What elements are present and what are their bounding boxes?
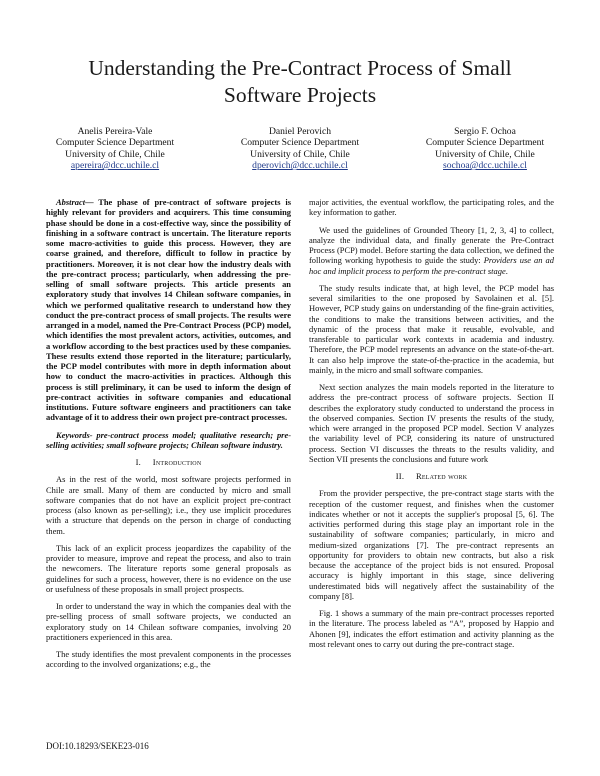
author-name: Anelis Pereira-Vale bbox=[77, 126, 153, 137]
section-title: Related work bbox=[415, 471, 468, 481]
section-heading-related-work bbox=[309, 471, 554, 481]
section-number: II. bbox=[395, 471, 405, 481]
abstract bbox=[46, 197, 291, 423]
section-number: I. bbox=[135, 457, 142, 467]
author-1 bbox=[30, 126, 200, 172]
author-block bbox=[30, 126, 570, 172]
author-email-link[interactable]: apereira@dcc.uchile.cl bbox=[70, 160, 160, 172]
author-affiliation: University of Chile, Chile bbox=[250, 148, 350, 160]
related-work-paragraph-2: Fig. 1 shows a summary of the main pre-contract processes reported in the literature. The process labeled as “A”, proposed by Happio and Ahonen [9], indicates the effort estimation and activity planning as the most relevant ones to carry out during the pre-contract stage. bbox=[309, 608, 554, 649]
author-name: Daniel Perovich bbox=[268, 126, 332, 137]
abstract-body: — The phase of pre-contract of software projects is highly relevant for providers and acquirers. This time consuming phase should be done in a cost-effective way, since the possibility of finishing in a software contract is uncertain. The literature reports some macro-activities to guide this process. However, they are coarse grained, and therefore, difficult to follow in practice by practitioners. Moreover, it is not clear how the industry deals with the pre-contract process; particularly, when addressing the pre-selling of small software projects. This article presents an exploratory study that involves 14 Chilean software companies, in which we performed qualitative research to understand how they conduct the pre-contract process of small projects. The results were arranged in a model, named the Pre-Contract Process (PCP) model, which identifies the most prevalent actors, activities, outcomes, and a workflow according to the best practices used by these companies. These results extend those reported in the literature; particularly, the PCP model contributes with more in depth information about how to conduct the macro-activities in practices. Although this process is still preliminary, it can be used to inform the design of pre-contract activities in software companies and educational institutions. Future software engineers and practitioners can take advantage of it to address their own project pre-contract processes. bbox=[46, 197, 291, 423]
paper-title bbox=[40, 55, 560, 109]
keywords bbox=[46, 430, 291, 451]
title-line-2: Software Projects bbox=[223, 83, 377, 107]
doi-footer: DOI:10.18293/SEKE23-016 bbox=[46, 741, 149, 751]
related-work-paragraph-1: From the provider perspective, the pre-contract stage starts with the reception of the customer request, and finishes when the customer indicates whether or not it accepts the supplier's proposal [5, 6]. The activities performed during this stage play an important role in the sustainability of software companies; particularly, in micro and medium-sized organizations [7]. The pre-contract represents an opportunity for providers to obtain new contracts, but also a risk because the acceptance of the project bids is not ensured. Proposal accuracy is highly important in this stage, since delivering underestimated bids will negatively affect the sustainability of the company [8]. bbox=[309, 488, 554, 601]
paragraph-text: We used the guidelines of Grounded Theory [1, 2, 3, 4] to collect, analyze the individual data, and finally generate the Pre-Contract Process (PCP) model. Before starting the data collection, we defined the following working hypothesis to guide the study: bbox=[309, 224, 554, 266]
intro-paragraph-7: Next section analyzes the main models reported in the literature to address the pre-contract process of software projects. Section II describes the exploratory study conducted to understand the process in the observed companies. Section IV presents the results of the study, which were arranged in the proposed PCP model. Section V analyzes the variability level of PCP, considering its nature of unstructured process. Section VI discusses the threats to the results validity, and Section VII presents the conclusions and future work bbox=[309, 382, 554, 464]
author-name: Sergio F. Ochoa bbox=[454, 126, 516, 137]
paragraph-text-end: . bbox=[505, 265, 508, 276]
intro-paragraph-4: The study identifies the most prevalent components in the processes according to the involved organizations; e.g., the bbox=[46, 649, 291, 670]
intro-paragraph-2: This lack of an explicit process jeopardizes the capability of the provider to measure, improve and repeat the process, and also to train the newcomers. The literature reports some general proposals as guidelines for such a process, however, there is no evidence on the use or usefulness of these proposals in small project prospects. bbox=[46, 542, 291, 594]
section-title: Introduction bbox=[152, 457, 202, 467]
section-heading-introduction bbox=[46, 457, 291, 467]
intro-paragraph-1: As in the rest of the world, most software projects performed in Chile are small. Many of them are conducted by micro and small software companies that do not have an explicit project pre-contract process (also known as per-selling); i.e., they use implicit procedures with a structure that depends on the person in charge of conducting them. bbox=[46, 474, 291, 536]
title-line-1: Understanding the Pre-Contract Process of Small bbox=[88, 56, 512, 80]
author-dept: Computer Science Department bbox=[425, 137, 545, 149]
author-3 bbox=[400, 126, 570, 172]
abstract-lead: Abstract bbox=[56, 197, 86, 207]
left-column bbox=[46, 197, 291, 677]
intro-paragraph-5 bbox=[309, 225, 554, 276]
author-email-link[interactable]: sochoa@dcc.uchile.cl bbox=[443, 160, 527, 172]
intro-paragraph-4-continued: major activities, the eventual workflow, the participating roles, and the key information to gather. bbox=[309, 197, 554, 218]
keywords-body: pre-contract process model; qualitative research; pre-selling activities; small software projects; Chilean software industry. bbox=[46, 429, 291, 450]
author-affiliation: University of Chile, Chile bbox=[65, 148, 165, 160]
author-2 bbox=[215, 126, 385, 172]
intro-paragraph-3: In order to understand the way in which the companies deal with the pre-selling process of small software projects, we conducted an exploratory study on 14 Chilean software companies, involving 20 practitioners experienced in this area. bbox=[46, 601, 291, 642]
author-dept: Computer Science Department bbox=[55, 137, 175, 149]
intro-paragraph-6: The study results indicate that, at high level, the PCP model has several similarities to the one proposed by Savolainen et al. [5]. However, PCP study gains on understanding of the fine-grain activities, the conditions to make the transitions between activities, and the dynamic of the process that make it reusable, evolvable, and transferable to particular work contexts in academia and industry. Therefore, the PCP model represents an advance on the state-of-the-art. It can also help improve the state-of-the-practice in the academia, but mainly, in the micro and small software companies. bbox=[309, 282, 554, 375]
author-dept: Computer Science Department bbox=[240, 137, 360, 149]
working-hypothesis: Providers use an ad hoc and implicit process to perform the pre-contract stage bbox=[309, 255, 554, 276]
author-affiliation: University of Chile, Chile bbox=[435, 148, 535, 160]
right-column bbox=[309, 197, 554, 656]
author-email-link[interactable]: dperovich@dcc.uchile.cl bbox=[252, 160, 348, 172]
keywords-lead: Keywords- bbox=[56, 429, 93, 440]
